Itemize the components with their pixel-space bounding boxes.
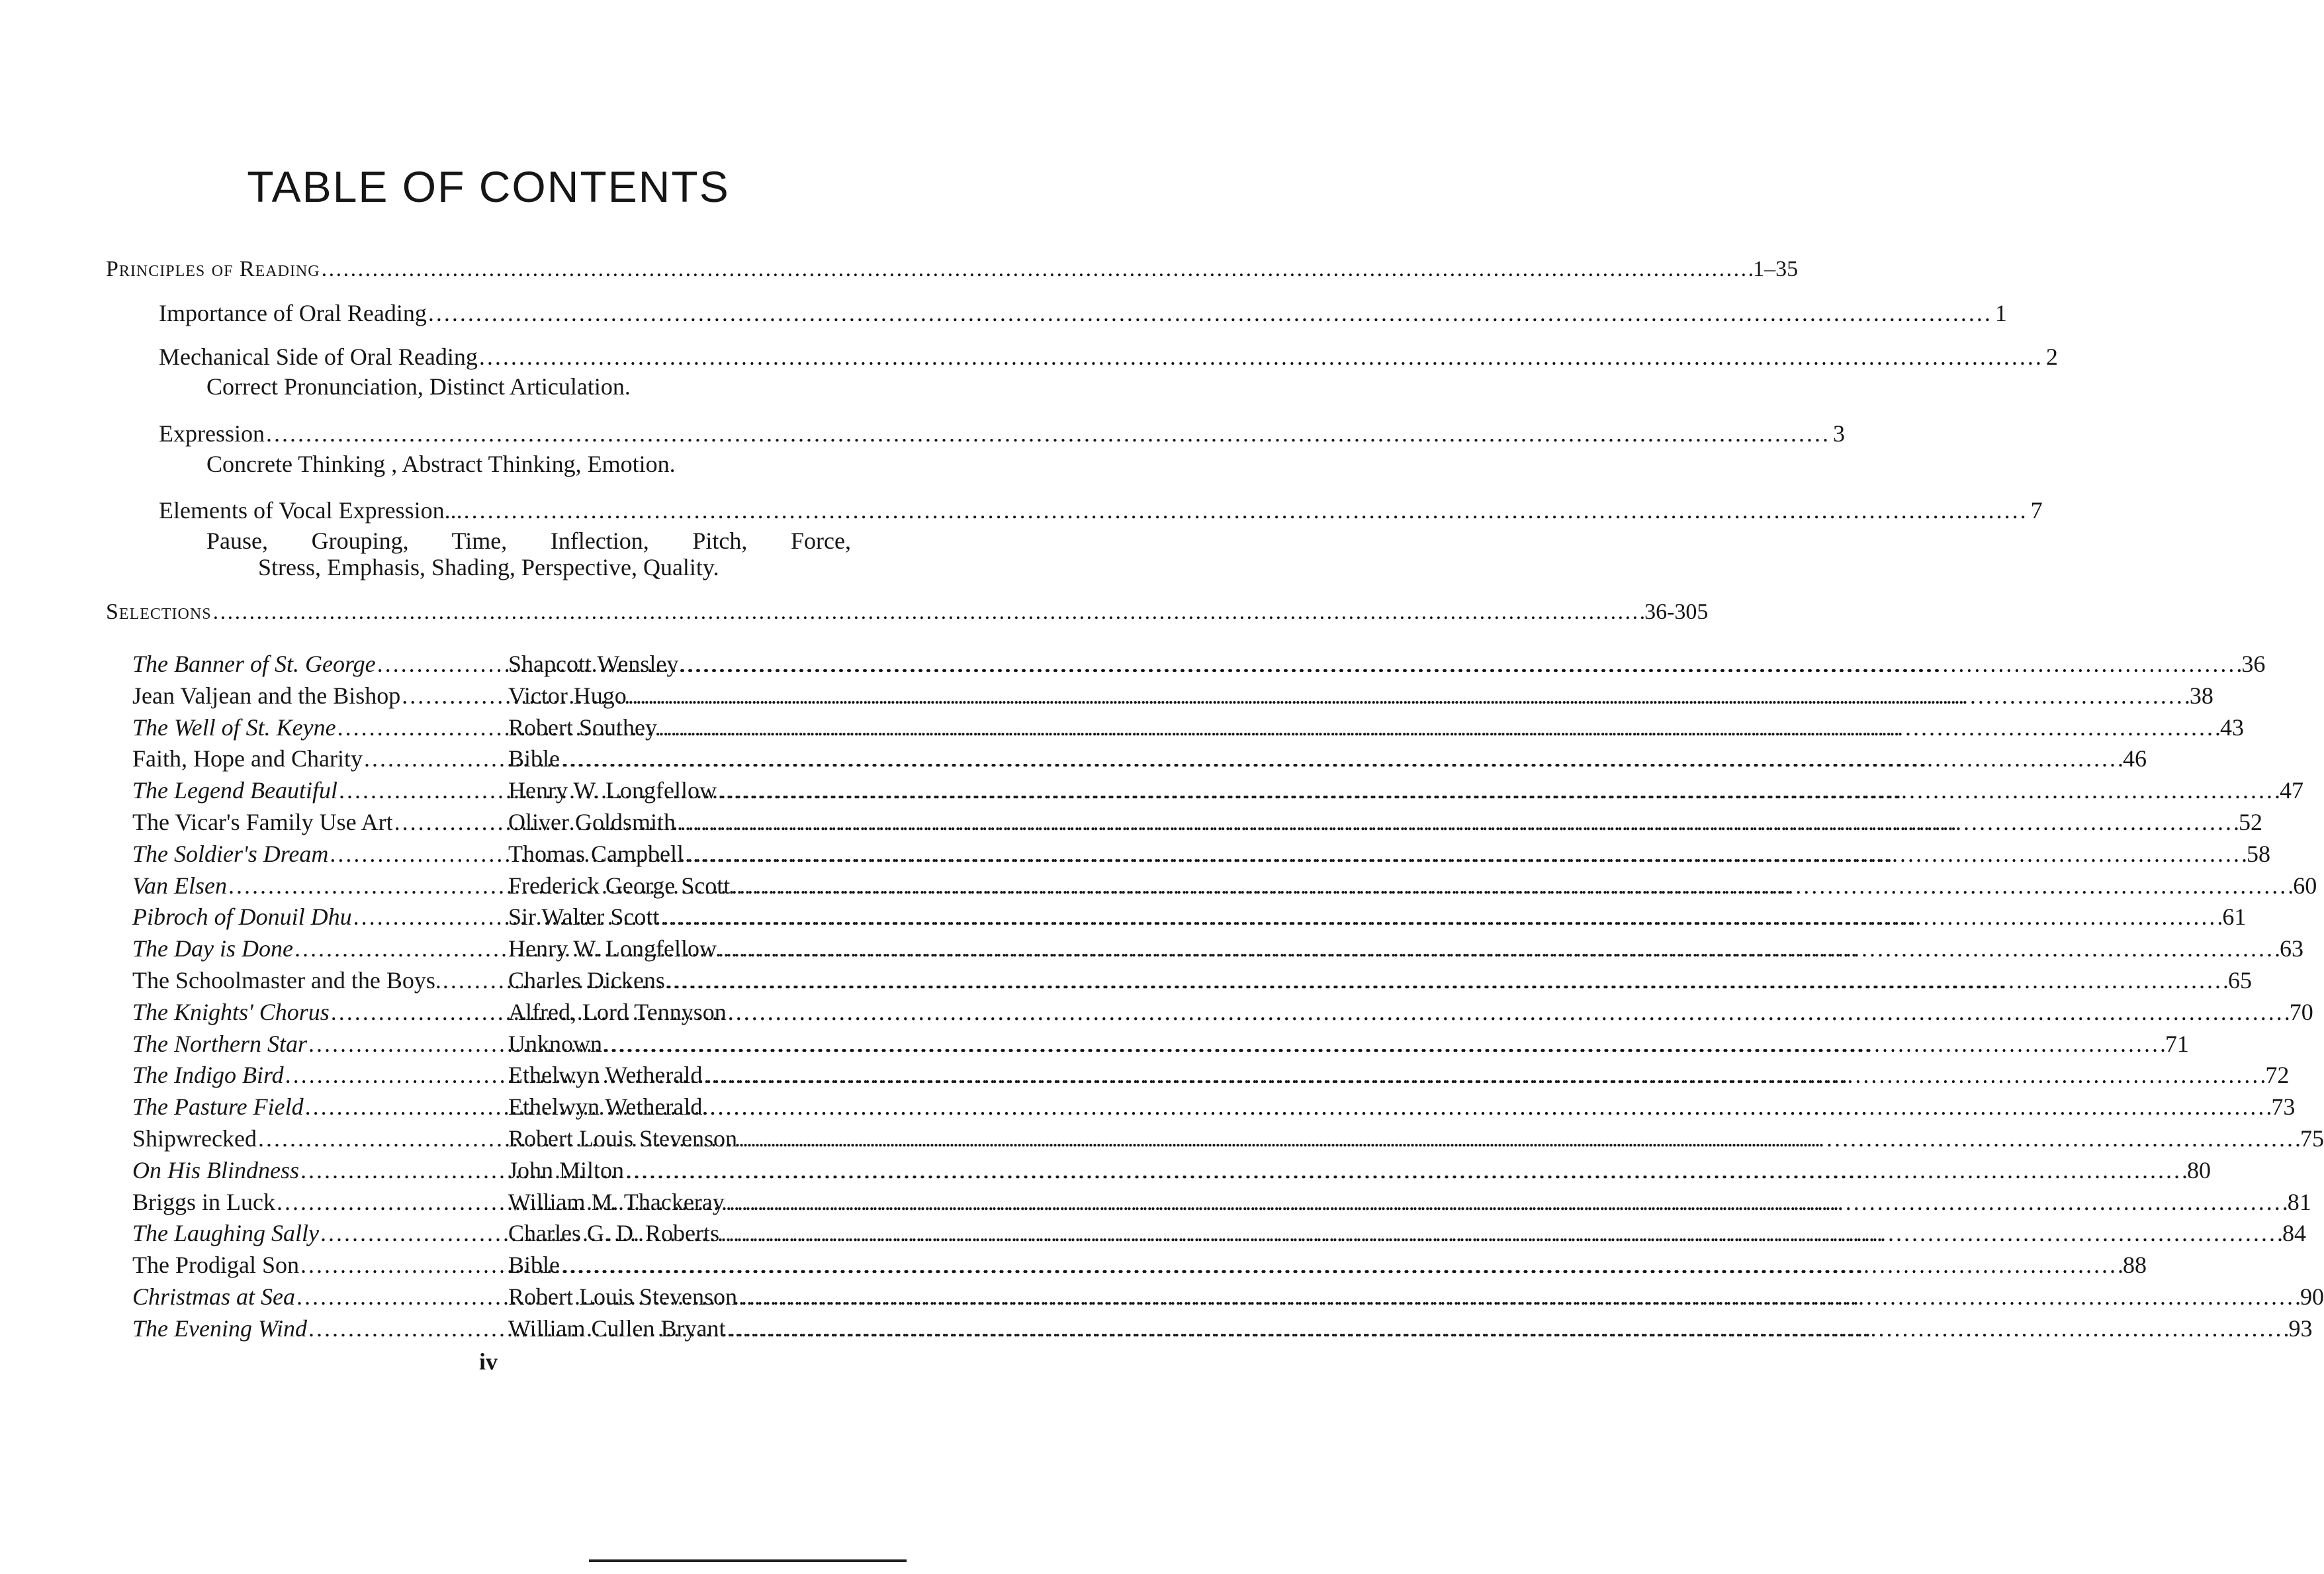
selection-page: 43 — [2219, 714, 2244, 741]
topic-label: Expression — [159, 420, 265, 447]
selection-author: Bible — [508, 745, 560, 772]
selection-title: The Banner of St. George — [132, 651, 376, 677]
selection-row — [132, 1156, 2212, 1184]
topic-label: Importance of Oral Reading — [159, 300, 427, 326]
selection-page: 60 — [2293, 872, 2317, 899]
leader-dots — [602, 1030, 2165, 1058]
selection-title: Pibroch of Donuil Dhu — [132, 903, 352, 931]
selection-row — [132, 840, 2270, 868]
selection-row — [132, 650, 2266, 678]
selection-row — [132, 808, 2262, 836]
section-pages: 1–35 — [1753, 257, 1799, 281]
leader-dots — [427, 299, 1990, 327]
selection-title: Faith, Hope and Charity — [132, 745, 363, 772]
selection-title: Jean Valjean and the Bishop — [132, 682, 401, 709]
selection-author: William Cullen Bryant — [508, 1315, 726, 1342]
selection-row — [132, 872, 2317, 900]
selection-author: Shapcott Wensley — [508, 651, 679, 677]
selection-page: 80 — [2187, 1156, 2212, 1183]
topic-page: 2 — [2045, 344, 2058, 370]
selection-title: The Pasture Field — [132, 1093, 304, 1121]
selection-author: Ethelwyn Wetherald. — [508, 1093, 709, 1121]
leader-dots — [719, 1219, 2282, 1247]
selection-author: John Milton — [508, 1156, 625, 1183]
selection-author: Alfred, Lord Tennyson — [508, 998, 727, 1025]
selection-row — [132, 1188, 2311, 1216]
selection-page: 88 — [2123, 1252, 2147, 1279]
selection-row — [132, 966, 2252, 994]
selection-title: The Northern Star — [132, 1030, 308, 1057]
selection-title: Christmas at Sea — [132, 1283, 296, 1310]
selection-title: Briggs in Luck — [132, 1188, 275, 1215]
leader-dots — [717, 776, 2280, 804]
leader-dots — [463, 496, 2026, 524]
leader-dots — [560, 745, 2123, 772]
selection-page: 65 — [2227, 967, 2252, 994]
selection-title: The Laughing Sally — [132, 1220, 320, 1247]
selection-author: Frederick George Scott — [508, 872, 731, 899]
selection-row — [132, 745, 2147, 772]
selection-title: The Legend Beautiful — [132, 777, 337, 804]
leader-dots — [737, 1125, 2300, 1152]
selection-page: 58 — [2246, 840, 2270, 867]
selection-author: Robert Louis Stevenson — [508, 1125, 737, 1152]
selection-title: The Knights' Chorus — [132, 998, 330, 1025]
leader-dots — [730, 872, 2293, 900]
selection-title: The Schoolmaster and the Boys. — [132, 967, 441, 994]
leader-dots — [212, 600, 1645, 625]
selection-row — [132, 1315, 2313, 1342]
selection-page: 84 — [2282, 1220, 2306, 1247]
selection-page: 71 — [2165, 1030, 2189, 1057]
selection-title: The Prodigal Son — [132, 1252, 299, 1279]
leader-dots — [727, 998, 2290, 1026]
selection-page: 61 — [2222, 903, 2247, 931]
selection-author: Charles G. D. Roberts — [508, 1220, 719, 1247]
leader-dots — [684, 840, 2247, 868]
topic-detail-line: Pause, Grouping, Time, Inflection, Pitch, Force, — [206, 528, 851, 554]
topic-detail: Stress, Emphasis, Shading, Perspective, Quality. — [258, 554, 719, 580]
selection-row — [132, 776, 2303, 804]
selection-row — [132, 1283, 2324, 1311]
selection-row — [132, 1030, 2189, 1058]
leader-dots — [624, 1156, 2187, 1184]
selection-page: 70 — [2289, 998, 2313, 1025]
page-title: TABLE OF CONTENTS — [247, 162, 730, 211]
selection-title: Shipwrecked — [132, 1125, 257, 1152]
selection-author: Thomas Campbell — [508, 840, 684, 867]
selection-author: Unknown — [508, 1030, 602, 1057]
topic-row — [159, 299, 2007, 327]
selection-author: Robert Southey — [508, 714, 657, 741]
selection-author: Oliver Goldsmith — [508, 809, 676, 835]
leader-dots — [665, 966, 2228, 994]
selection-author: Sir Walter Scott — [508, 903, 660, 931]
section-selections — [106, 600, 1709, 625]
topic-detail: Correct Pronunciation, Distinct Articulation. — [206, 373, 631, 400]
selection-author: Ethelwyn Wetherald — [508, 1062, 703, 1089]
leader-dots — [560, 1251, 2123, 1279]
section-principles — [106, 257, 1799, 282]
selection-page: 36 — [2241, 651, 2266, 677]
selection-title: Van Elsen — [132, 872, 227, 899]
selection-author: Charles Dickens — [508, 967, 665, 994]
selection-title: On His Blindness — [132, 1156, 299, 1183]
selection-title: The Day is Done — [132, 935, 293, 962]
leader-dots — [726, 1315, 2289, 1342]
selection-row — [132, 1125, 2324, 1152]
selection-author: Henry W. Longfellow — [508, 777, 717, 804]
leader-dots — [657, 714, 2220, 741]
selection-row — [132, 682, 2213, 710]
selection-page: 63 — [2279, 935, 2303, 962]
selection-page: 93 — [2288, 1315, 2313, 1342]
section-label: Principles of Reading — [106, 257, 320, 281]
selection-title: The Vicar's Family Use Art — [132, 809, 393, 835]
leader-dots — [717, 935, 2280, 962]
selection-author: Bible — [508, 1252, 560, 1279]
topic-page: 3 — [1832, 420, 1845, 447]
selection-author: Robert Louis Stevenson — [508, 1283, 737, 1310]
selection-page: 90 — [2300, 1283, 2324, 1310]
selection-page: 75 — [2300, 1125, 2324, 1152]
topic-row — [159, 496, 2043, 524]
selection-row — [132, 1251, 2147, 1279]
topic-label: Elements of Vocal Expression... — [159, 497, 463, 524]
topic-label: Mechanical Side of Oral Reading — [159, 344, 478, 370]
selection-title: The Soldier's Dream — [132, 840, 329, 867]
section-pages: 36-305 — [1644, 600, 1709, 624]
leader-dots — [702, 1061, 2265, 1089]
selection-author: Henry W. Longfellow — [508, 935, 717, 962]
selection-row — [132, 714, 2244, 741]
leader-dots — [265, 420, 1828, 447]
selection-page: 38 — [2189, 682, 2213, 709]
selection-page: 72 — [2265, 1062, 2290, 1089]
leader-dots — [708, 1093, 2271, 1121]
selection-author: Victor Hugo — [508, 682, 627, 709]
selection-row — [132, 1093, 2296, 1121]
bottom-rule — [589, 1559, 907, 1562]
selection-page: 73 — [2271, 1093, 2296, 1121]
selection-author: William M. Thackeray — [508, 1188, 725, 1215]
topic-page: 7 — [2030, 497, 2043, 524]
selection-title: The Indigo Bird — [132, 1062, 284, 1089]
topic-detail: Concrete Thinking , Abstract Thinking, Emotion. — [206, 451, 676, 477]
leader-dots — [737, 1283, 2300, 1311]
topic-row — [159, 343, 2058, 371]
selection-page: 47 — [2279, 777, 2303, 804]
selection-page: 52 — [2238, 809, 2262, 835]
section-label: Selections — [106, 600, 212, 624]
leader-dots — [320, 257, 1754, 282]
leader-dots — [659, 903, 2222, 931]
leader-dots — [676, 808, 2239, 836]
selection-row — [132, 1061, 2290, 1089]
topic-page: 1 — [1994, 300, 2007, 326]
leader-dots — [678, 650, 2241, 678]
selection-page: 46 — [2123, 745, 2147, 772]
selection-row — [132, 998, 2313, 1026]
page-number: iv — [478, 1348, 498, 1375]
leader-dots — [725, 1188, 2288, 1216]
leader-dots — [478, 343, 2041, 371]
selection-title: The Evening Wind — [132, 1315, 307, 1342]
selection-title: The Well of St. Keyne — [132, 714, 336, 741]
selection-page: 81 — [2287, 1188, 2311, 1215]
selection-row — [132, 903, 2247, 931]
selection-row — [132, 1219, 2306, 1247]
topic-row — [159, 420, 1845, 447]
topic-detail — [206, 527, 851, 555]
leader-dots — [627, 682, 2190, 710]
selection-row — [132, 935, 2303, 962]
